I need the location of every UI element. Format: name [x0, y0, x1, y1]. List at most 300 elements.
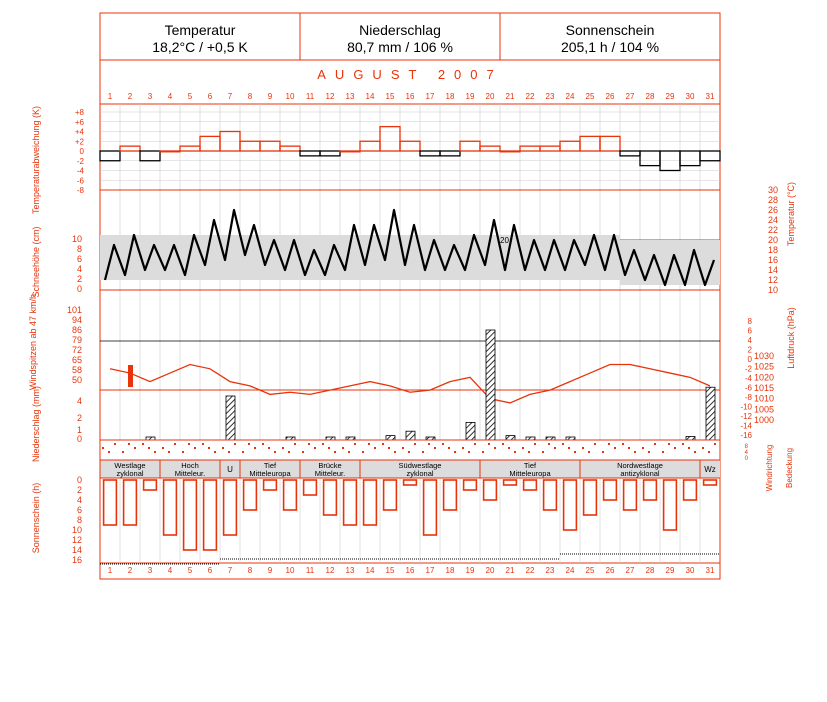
cloud-cover-dot — [134, 447, 136, 449]
cloud-cover-dot — [608, 443, 610, 445]
month-title: AUGUST 2007 — [317, 67, 503, 82]
cloud-cover-dot — [268, 447, 270, 449]
pressure-tick: 1025 — [753, 361, 774, 372]
snow-depth-tick: 0 — [76, 284, 82, 294]
summary-precipitation-value: 80,7 mm / 106 % — [347, 39, 453, 55]
pressure-tick: 1000 — [753, 415, 774, 425]
cloud-cover-dot — [394, 451, 396, 453]
sunshine-tick: 12 — [71, 535, 82, 545]
anomaly-bar — [500, 151, 520, 152]
day-label-bottom: 5 — [187, 566, 193, 575]
day-label-top: 9 — [267, 92, 273, 101]
sunshine-bar — [524, 480, 537, 490]
anomaly-tick: -4 — [76, 166, 84, 176]
cloud-cover-dot — [208, 447, 210, 449]
cloud-cover-dot — [568, 447, 570, 449]
cloud-legend-tick: 0 — [744, 456, 748, 462]
sunshine-bar — [144, 480, 157, 490]
cloud-cover-dot — [402, 447, 404, 449]
anomaly-bar — [300, 151, 320, 156]
cloud-cover-dot — [388, 447, 390, 449]
cloud-cover-dot — [654, 443, 656, 445]
day-label-bottom: 3 — [147, 566, 153, 575]
precipitation-bar — [706, 387, 715, 440]
right-scale-tick: -12 — [740, 412, 752, 421]
cloud-cover-dot — [694, 451, 696, 453]
day-label-top: 18 — [445, 92, 455, 101]
sunshine-bar — [644, 480, 657, 500]
sunshine-tick: 4 — [76, 495, 82, 505]
cloud-cover-dot — [314, 447, 316, 449]
sunshine-tick: 10 — [71, 525, 82, 535]
sunshine-bar — [264, 480, 277, 490]
cloud-cover-dot — [114, 443, 116, 445]
cloud-cover-dot — [494, 447, 496, 449]
temperature-tick: 18 — [767, 245, 778, 255]
day-label-bottom: 20 — [485, 566, 495, 575]
weather-type-label: antizyklonal — [620, 469, 660, 478]
snow-depth-tick: 8 — [76, 244, 82, 254]
sunshine-bar — [344, 480, 357, 525]
anomaly-tick: +8 — [74, 108, 84, 117]
cloud-cover-dot — [588, 451, 590, 453]
summary-temperature-label: Temperatur — [164, 22, 236, 38]
day-label-bottom: 30 — [685, 566, 695, 575]
snow-depth-tick: 4 — [76, 264, 82, 274]
cloud-cover-dot — [454, 451, 456, 453]
weather-type-label: Tief — [263, 461, 277, 470]
cloud-cover-dot — [254, 447, 256, 449]
anomaly-bar — [420, 151, 440, 156]
precipitation-bar — [686, 436, 695, 440]
temperature-norm-band — [600, 235, 620, 280]
cloud-cover-dot — [514, 451, 516, 453]
temperature-tick: 28 — [767, 195, 778, 205]
snow-depth-tick: 10 — [71, 234, 82, 244]
cloud-cover-dot — [108, 451, 110, 453]
cloud-cover-dot — [328, 447, 330, 449]
cloud-cover-dot — [194, 447, 196, 449]
day-label-bottom: 29 — [665, 566, 675, 575]
day-label-bottom: 15 — [385, 566, 395, 575]
sunshine-bar — [484, 480, 497, 500]
day-label-bottom: 23 — [545, 566, 555, 575]
anomaly-bar — [180, 146, 200, 151]
right-scale-tick: 4 — [747, 336, 752, 345]
weather-type-label: Mitteleuropa — [509, 469, 551, 478]
snow-depth-axis-label: Schneehöhe (cm) — [31, 226, 41, 298]
right-scale-tick: 2 — [747, 345, 752, 355]
anomaly-bar — [260, 141, 280, 151]
cloud-cover-dot — [574, 451, 576, 453]
day-label-bottom: 26 — [605, 566, 615, 575]
day-label-top: 12 — [325, 92, 335, 101]
anomaly-bar — [620, 151, 640, 156]
wind-direction-label: Windrichtung — [765, 444, 774, 492]
day-label-top: 4 — [167, 92, 173, 101]
anomaly-bar — [520, 146, 540, 151]
weather-type-label: Mitteleur. — [314, 469, 346, 478]
temperature-tick: 16 — [767, 255, 778, 265]
day-label-bottom: 10 — [285, 566, 295, 575]
precipitation-bar — [486, 330, 495, 440]
right-scale-tick: -4 — [744, 374, 752, 383]
cloud-cover-dot — [288, 451, 290, 453]
anomaly-bar — [240, 141, 260, 151]
day-label-bottom: 2 — [127, 566, 133, 575]
cloud-cover-dot — [408, 451, 410, 453]
sunshine-bar — [504, 480, 517, 485]
anomaly-bar — [700, 151, 720, 161]
cloud-cover-dot — [448, 447, 450, 449]
cloud-cover-dot — [122, 451, 124, 453]
cloud-cover-dot — [354, 443, 356, 445]
right-scale-tick: -8 — [744, 393, 752, 402]
summary-precipitation-label: Niederschlag — [359, 22, 441, 38]
pressure-tick: 1010 — [753, 393, 774, 404]
anomaly-tick: +6 — [74, 117, 84, 127]
day-label-bottom: 1 — [107, 566, 113, 575]
weather-type-label: Nordwestlage — [617, 461, 663, 470]
cloud-cover-dot — [142, 443, 144, 445]
cloud-cover-dot — [548, 443, 550, 445]
day-label-top: 7 — [227, 92, 233, 101]
temperature-tick: 22 — [767, 225, 778, 235]
summary-temperature-value: 18,2°C / +0,5 K — [152, 39, 248, 55]
cloud-cover-dot — [154, 451, 156, 453]
sunshine-bar — [404, 480, 417, 485]
day-label-bottom: 9 — [267, 566, 273, 575]
snow-depth-tick: 6 — [76, 254, 82, 264]
day-label-bottom: 17 — [425, 566, 435, 575]
cloud-cover-dot — [422, 451, 424, 453]
anomaly-tick: -8 — [76, 186, 84, 195]
sunshine-bar — [584, 480, 597, 515]
anomaly-tick: +2 — [74, 137, 84, 147]
cloud-cover-dot — [168, 451, 170, 453]
cloud-cover-dot — [222, 447, 224, 449]
sunshine-tick: 16 — [71, 555, 82, 565]
precipitation-bar — [506, 436, 515, 440]
day-label-bottom: 11 — [305, 566, 315, 575]
cloud-cover-dot — [374, 447, 376, 449]
day-label-bottom: 28 — [645, 566, 655, 575]
day-label-top: 6 — [207, 92, 213, 101]
cloud-cover-dot — [348, 451, 350, 453]
anomaly-bar — [560, 141, 580, 151]
sunshine-tick: 8 — [76, 515, 82, 525]
sunshine-bar — [464, 480, 477, 490]
cloud-legend-tick: 4 — [744, 450, 748, 456]
sunshine-bar — [444, 480, 457, 510]
day-label-top: 10 — [285, 92, 295, 101]
wind-gust-mark — [128, 365, 133, 387]
day-label-bottom: 19 — [465, 566, 475, 575]
sunshine-bar — [184, 480, 197, 550]
day-label-top: 1 — [107, 92, 113, 101]
cloud-cover-dot — [262, 443, 264, 445]
anomaly-bar — [540, 146, 560, 151]
cloud-cover-dot — [634, 451, 636, 453]
cloud-cover-dot — [302, 451, 304, 453]
temperature-tick: 10 — [767, 285, 778, 295]
day-label-top: 24 — [565, 92, 575, 101]
day-label-top: 20 — [485, 92, 495, 101]
precipitation-bar — [386, 436, 395, 440]
cloud-cover-dot — [622, 443, 624, 445]
day-label-top: 14 — [365, 92, 375, 101]
precipitation-axis-label: Niederschlag (mm) — [31, 385, 41, 463]
wind-gust-tick: 58 — [71, 365, 82, 375]
right-scale-tick: -16 — [740, 431, 752, 440]
wind-gust-tick: 79 — [71, 335, 82, 345]
wind-gust-tick: 65 — [71, 355, 82, 365]
cloud-cover-dot — [282, 447, 284, 449]
day-label-top: 27 — [625, 92, 635, 101]
cloud-cover-dot — [188, 443, 190, 445]
cloud-cover-dot — [602, 451, 604, 453]
cloud-cover-dot — [714, 443, 716, 445]
temperature-norm-band — [540, 235, 560, 280]
day-label-top: 17 — [425, 92, 435, 101]
anomaly-bar — [680, 151, 700, 166]
cloud-cover-dot — [562, 443, 564, 445]
anomaly-bar — [320, 151, 340, 156]
sunshine-tick: 2 — [76, 485, 82, 495]
day-label-top: 15 — [385, 92, 395, 101]
anomaly-bar — [440, 151, 460, 156]
cloud-cover-dot — [382, 443, 384, 445]
precipitation-bar — [466, 422, 475, 440]
cloud-legend-tick: 8 — [744, 444, 748, 450]
anomaly-tick: +4 — [74, 127, 84, 137]
cloud-cover-dot — [308, 443, 310, 445]
cloud-cover-dot — [708, 451, 710, 453]
cloud-cover-dot — [234, 443, 236, 445]
right-scale-tick: 0 — [747, 355, 752, 364]
weather-type-label: zyklonal — [406, 469, 434, 478]
cloud-cover-dot — [642, 447, 644, 449]
anomaly-tick: -2 — [76, 156, 84, 166]
cloud-cover-dot — [702, 447, 704, 449]
cloud-cover-dot — [474, 443, 476, 445]
weather-type-label: Brücke — [318, 461, 342, 470]
day-label-bottom: 13 — [345, 566, 355, 575]
day-label-top: 13 — [345, 92, 355, 101]
day-label-bottom: 8 — [247, 566, 253, 575]
day-label-bottom: 25 — [585, 566, 595, 575]
pressure-tick: 1005 — [753, 404, 774, 415]
day-label-bottom: 22 — [525, 566, 535, 575]
anomaly-bar — [640, 151, 660, 166]
temperature-axis-label: Temperatur (°C) — [786, 181, 796, 247]
cloud-cover-dot — [322, 443, 324, 445]
day-label-bottom: 24 — [565, 566, 575, 575]
day-label-bottom: 18 — [445, 566, 455, 575]
anomaly-tick: -6 — [76, 176, 84, 186]
temperature-tick: 26 — [767, 205, 778, 215]
cloud-cover-dot — [182, 451, 184, 453]
wind-gust-tick: 94 — [71, 315, 82, 325]
sunshine-bar — [124, 480, 137, 525]
sunshine-bar — [164, 480, 177, 535]
cloud-cover-dot — [342, 447, 344, 449]
day-label-bottom: 6 — [207, 566, 213, 575]
temperature-tick: 24 — [767, 215, 778, 225]
sunshine-tick: 0 — [76, 475, 82, 485]
anomaly-bar — [480, 146, 500, 151]
cloud-cover-dot — [442, 443, 444, 445]
anomaly-bar — [580, 136, 600, 151]
sunshine-bar — [204, 480, 217, 550]
day-label-bottom: 12 — [325, 566, 335, 575]
wind-gust-tick: 101 — [66, 305, 82, 315]
right-scale-tick: -2 — [744, 364, 752, 374]
cloud-cover-dot — [334, 451, 336, 453]
temperature-tick: 14 — [767, 265, 778, 275]
cloud-cover-dot — [174, 443, 176, 445]
temperature-norm-band — [280, 235, 300, 280]
right-scale-tick: 8 — [747, 317, 752, 326]
weather-type-label: Wz — [704, 465, 716, 474]
sunshine-bar — [704, 480, 717, 485]
cloud-cover-dot — [502, 443, 504, 445]
day-label-top: 8 — [247, 92, 253, 101]
day-label-top: 23 — [545, 92, 555, 101]
cloud-cover-dot — [522, 447, 524, 449]
precipitation-bar — [226, 396, 235, 440]
wind-gust-axis-label: Windspitzen ab 47 km/h — [28, 293, 38, 391]
day-label-top: 2 — [127, 92, 133, 101]
right-scale-tick: -14 — [740, 421, 752, 431]
cloud-cover-dot — [488, 443, 490, 445]
cloud-cover-dot — [248, 443, 250, 445]
sunshine-bar — [104, 480, 117, 525]
sunshine-bar — [384, 480, 397, 510]
cloud-cover-dot — [414, 443, 416, 445]
day-label-bottom: 7 — [227, 566, 233, 575]
weather-type-label: Südwestlage — [398, 461, 442, 470]
day-label-top: 25 — [585, 92, 595, 101]
day-label-top: 28 — [645, 92, 655, 101]
anomaly-bar — [380, 127, 400, 151]
anomaly-bar — [200, 136, 220, 151]
cloud-cover-dot — [668, 443, 670, 445]
anomaly-bar — [280, 146, 300, 151]
day-label-top: 26 — [605, 92, 615, 101]
pressure-tick: 1020 — [753, 372, 774, 383]
sunshine-axis-label: Sonnenschein (h) — [31, 482, 41, 554]
anomaly-bar — [360, 141, 380, 151]
day-label-top: 16 — [405, 92, 415, 101]
cloud-cover-dot — [274, 451, 276, 453]
day-label-bottom: 4 — [167, 566, 173, 575]
sunshine-bar — [424, 480, 437, 535]
anomaly-bar — [460, 141, 480, 151]
sunshine-tick: 6 — [76, 505, 82, 515]
anomaly-bar — [340, 151, 360, 152]
temperature-norm-band — [380, 235, 400, 280]
wind-gust-tick: 50 — [71, 375, 82, 385]
weather-type-label: Tief — [523, 461, 537, 470]
day-label-top: 19 — [465, 92, 475, 101]
weather-type-label: Mitteleur. — [174, 469, 206, 478]
sunshine-bar — [364, 480, 377, 525]
sunshine-bar — [244, 480, 257, 510]
day-label-bottom: 14 — [365, 566, 375, 575]
cloud-cover-dot — [682, 443, 684, 445]
cloud-cover-dot — [674, 447, 676, 449]
cloud-cover-dot — [214, 451, 216, 453]
cloud-cover-dot — [688, 447, 690, 449]
cloud-cover-dot — [594, 443, 596, 445]
cloud-cover-dot — [508, 447, 510, 449]
sunshine-bar — [604, 480, 617, 500]
precipitation-tick: 1 — [76, 425, 82, 435]
temperature-annotation: 20 — [500, 236, 509, 245]
temperature-norm-band — [560, 235, 580, 280]
day-label-top: 30 — [685, 92, 695, 101]
pressure-tick: 1030 — [753, 351, 774, 361]
cloud-cover-dot — [362, 451, 364, 453]
cloud-cover-dot — [368, 443, 370, 445]
day-label-top: 21 — [505, 92, 515, 101]
sunshine-bar — [544, 480, 557, 510]
cloud-cover-dot — [462, 447, 464, 449]
sunshine-bar — [284, 480, 297, 510]
cloud-cover-dot — [554, 447, 556, 449]
cloud-cover-dot — [128, 443, 130, 445]
cloud-cover-dot — [468, 451, 470, 453]
cloud-cover-dot — [662, 451, 664, 453]
sunshine-bar — [684, 480, 697, 500]
anomaly-axis-label: Temperaturabweichung (K) — [31, 105, 41, 215]
sunshine-bar — [304, 480, 317, 495]
anomaly-bar — [160, 151, 180, 152]
summary-sunshine-label: Sonnenschein — [565, 22, 655, 38]
weather-type-label: Westlage — [114, 461, 146, 470]
weather-type-label: Mitteleuropa — [249, 469, 291, 478]
cloud-cover-dot — [102, 447, 104, 449]
day-label-top: 11 — [305, 92, 315, 101]
cloud-cover-dot — [202, 443, 204, 445]
sunshine-bar — [324, 480, 337, 515]
temperature-tick: 30 — [767, 185, 778, 195]
anomaly-bar — [140, 151, 160, 161]
cloud-cover-dot — [162, 447, 164, 449]
cloud-cover-label: Bedeckung — [785, 447, 794, 489]
day-label-top: 29 — [665, 92, 675, 101]
sunshine-bar — [624, 480, 637, 510]
cloud-cover-dot — [614, 447, 616, 449]
day-label-top: 5 — [187, 92, 193, 101]
anomaly-bar — [400, 141, 420, 151]
cloud-cover-dot — [528, 451, 530, 453]
day-label-top: 3 — [147, 92, 153, 101]
summary-sunshine-value: 205,1 h / 104 % — [560, 39, 660, 55]
cloud-cover-dot — [648, 451, 650, 453]
sunshine-tick: 14 — [71, 545, 82, 555]
right-scale-tick: -10 — [740, 402, 752, 412]
anomaly-bar — [120, 146, 140, 151]
anomaly-tick: 0 — [79, 147, 84, 156]
cloud-cover-dot — [582, 447, 584, 449]
snow-depth-tick: 2 — [76, 274, 82, 284]
cloud-cover-dot — [242, 451, 244, 453]
pressure-axis-label: Luftdruck (hPa) — [786, 307, 796, 369]
sunshine-bar — [564, 480, 577, 530]
temperature-tick: 12 — [767, 275, 778, 285]
